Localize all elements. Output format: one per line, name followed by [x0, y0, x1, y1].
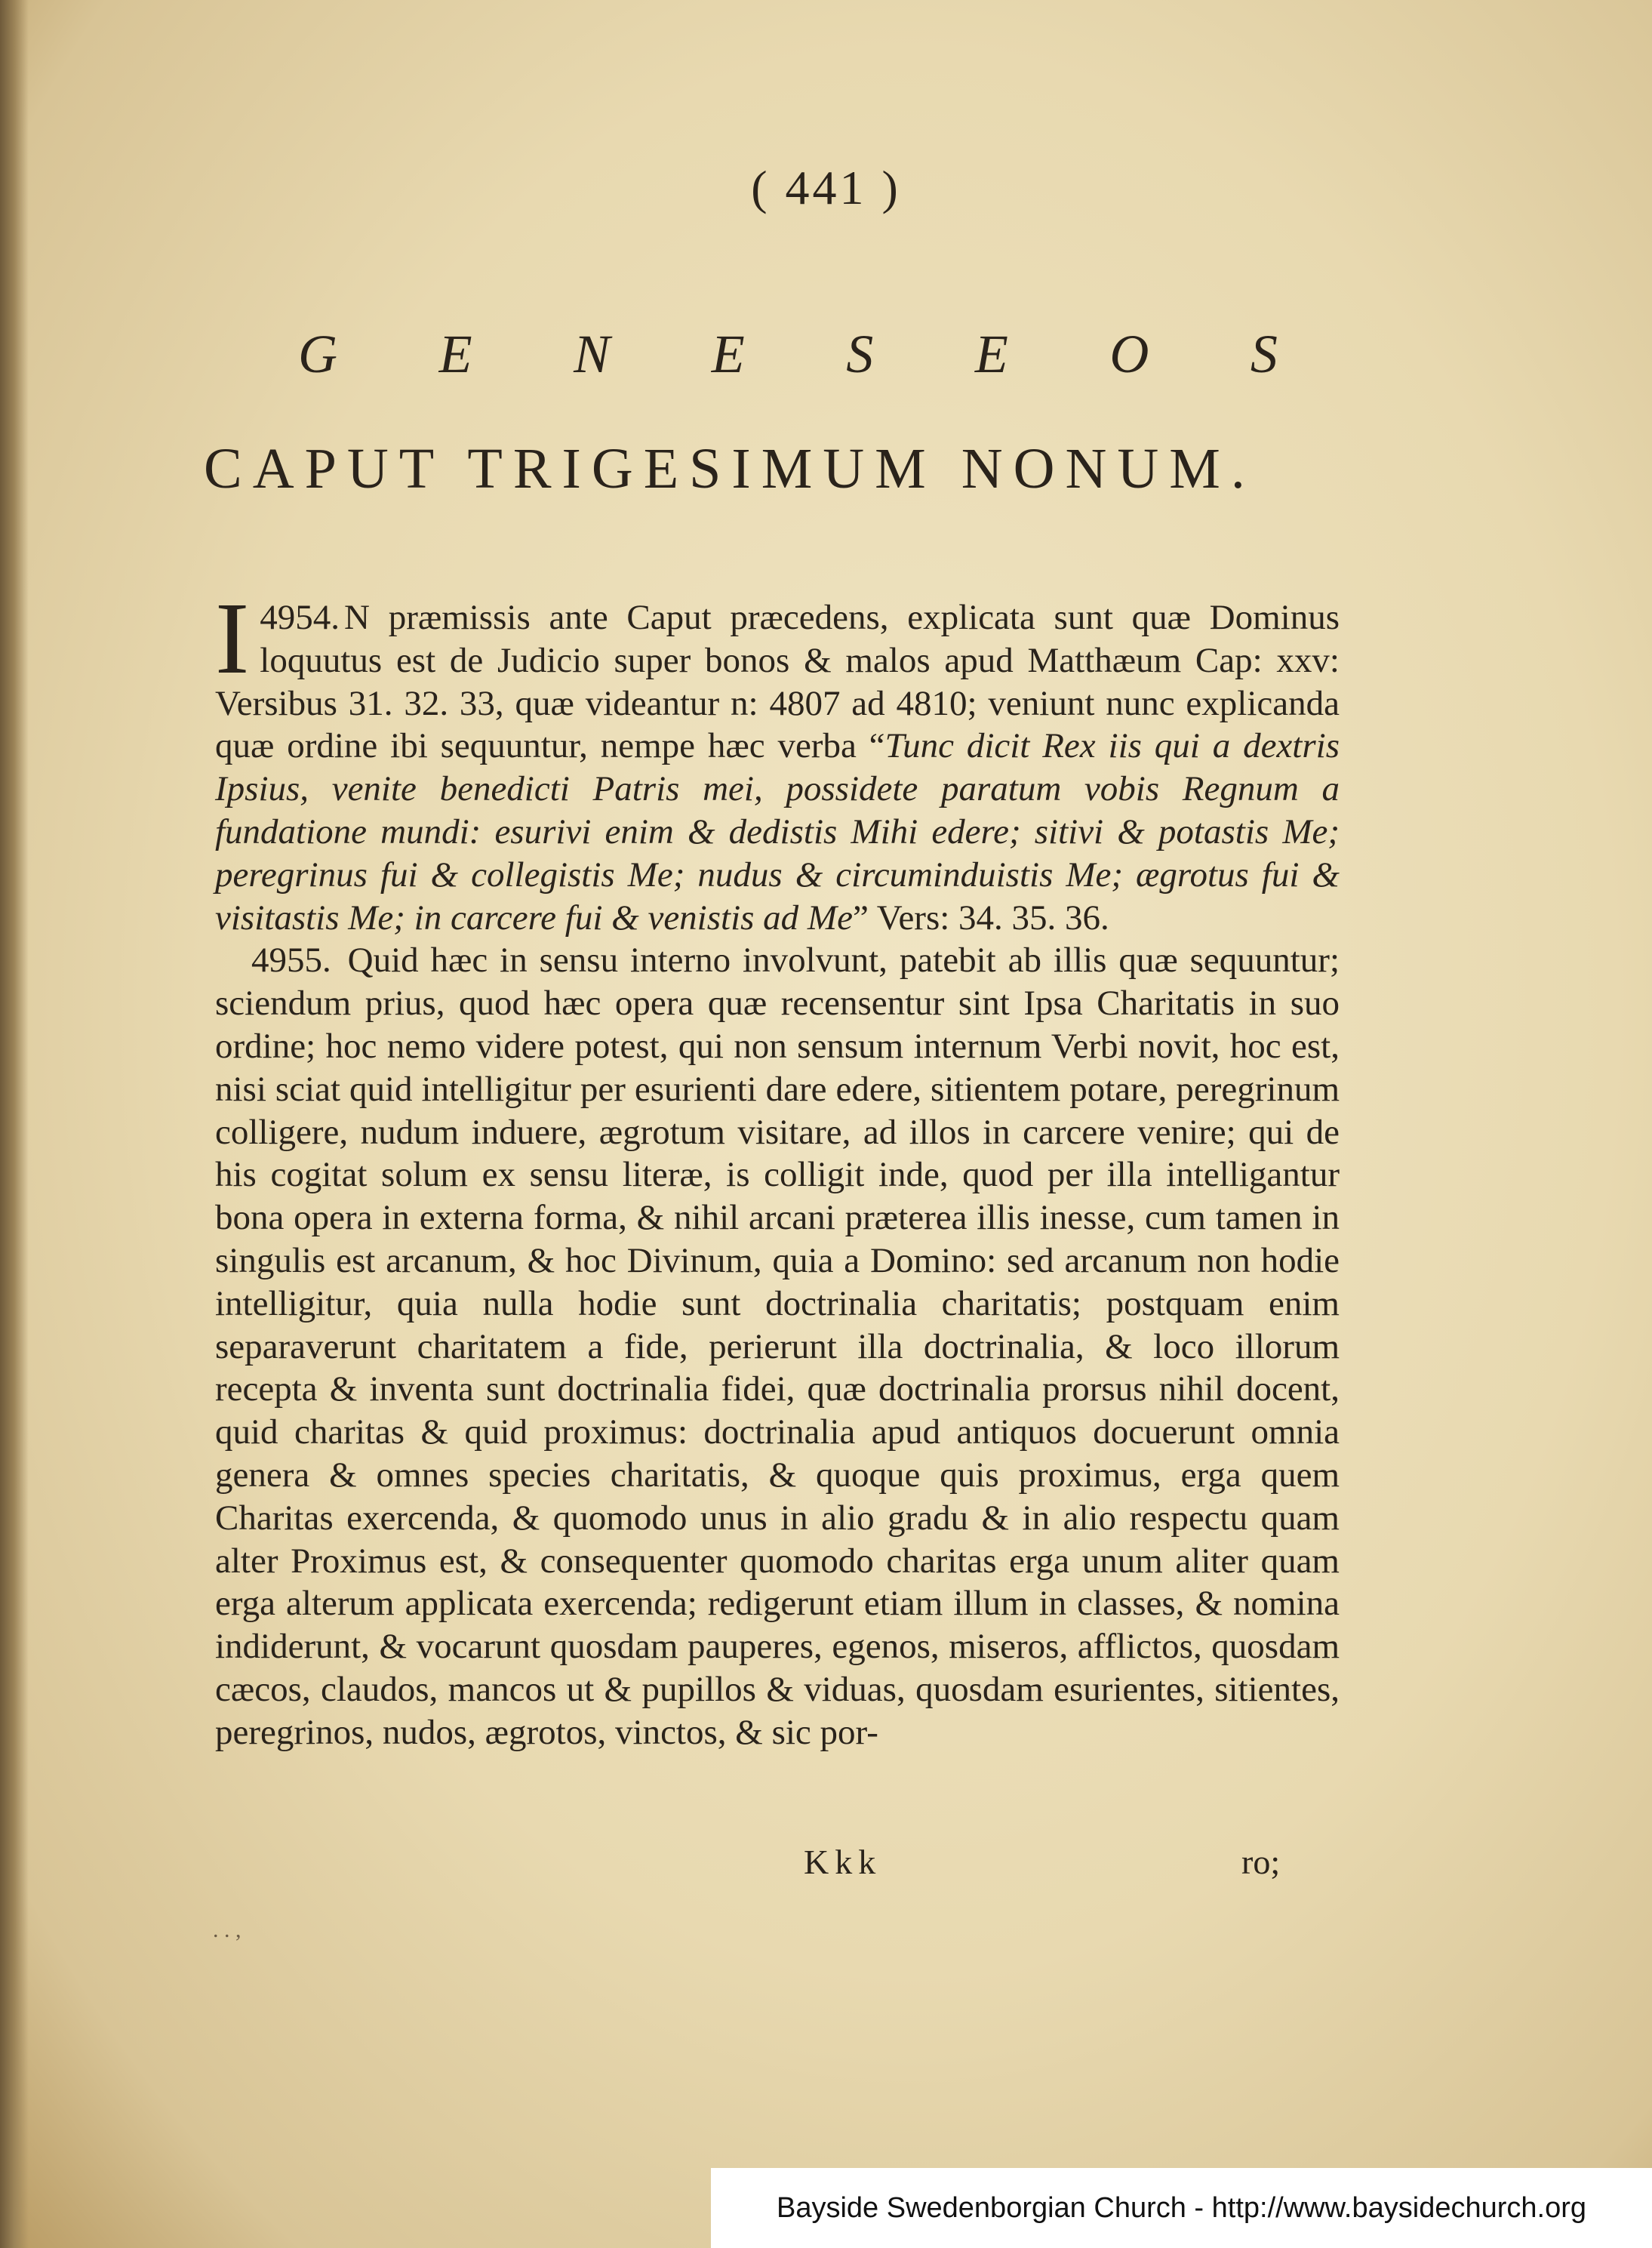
- watermark-banner: [711, 2168, 1652, 2248]
- running-title-letter: E: [711, 324, 746, 384]
- paragraph-text-end: ” Vers: 34. 35. 36.: [852, 898, 1109, 938]
- running-title-letter: O: [1109, 324, 1151, 384]
- signature-mark: Kkk: [804, 1843, 882, 1881]
- chapter-title: CAPUT TRIGESIMUM NONUM.: [204, 437, 1256, 500]
- running-title-letter: E: [438, 324, 474, 384]
- page-gutter-shadow: [0, 0, 29, 2248]
- paragraph-text: N præmissis ante Caput præcedens, explicata sunt quæ Dominus loquutus est de Judicio super bonos & malos apud Matthæum Cap: xxv: Versibus 31. 32. 33, quæ videantur n: 4807 ad 4810; veniunt nunc explicanda quæ ordine ibi sequuntur, nempe hæc verba “: [215, 598, 1340, 766]
- paragraph-number: 4954.: [260, 598, 340, 637]
- running-title-letter: S: [846, 324, 875, 384]
- paragraph-4955: [215, 939, 1340, 1754]
- running-title-letter: N: [574, 324, 612, 384]
- running-title-letter: S: [1250, 324, 1279, 384]
- paragraph-text: Quid hæc in sensu interno involvunt, patebit ab illis quæ sequuntur; sciendum prius, quod hæc opera quæ recensentur sint Ipsa Charitatis in suo ordine; hoc nemo videre potest, qui non sensum internum Verbi novit, hoc est, nisi sciat quid intelligitur per esurienti dare edere, sitientem potare, peregrinum colligere, nudum induere, ægrotum visitare, ad illos in carcere venire; qui de his cogitat solum ex sensu literæ, is colligit inde, quod per illa intelligantur bona opera in externa forma, & nihil arcani præterea illis inesse, cum tamen in singulis est arcanum, & hoc Divinum, quia a Domino: sed arcanum non hodie intelligitur, quia nulla hodie sunt doctrinalia charitatis; postquam enim separaverunt charitatem a fide, perierunt illa doctrinalia, & loco illorum recepta & inventa sunt doctrinalia fidei, quæ doctrinalia prorsus nihil docent, quid charitas & quid proximus: doctrinalia apud antiquos docuerunt omnia genera & omnes species charitatis, & quoque quis proximus, erga quem Charitas exercenda, & quomodo unus in alio gradu & in alio respectu quam alter Proximus est, & consequenter quomodo charitas erga unum aliter quam erga alterum applicata exercenda; redigerunt etiam illum in classes, & nomina indiderunt, & vocarunt quosdam pauperes, egenos, miseros, afflictos, quosdam cæcos, claudos, mancos ut & pupillos & viduas, quosdam esurientes, sitientes, peregrinos, nudos, ægrotos, vinctos, & sic por-: [215, 941, 1340, 1752]
- running-title-letter: E: [974, 324, 1010, 384]
- page-number: ( 441 ): [751, 161, 901, 214]
- footer-marks: . . ,: [213, 1917, 241, 1942]
- scripture-quote: Tunc dicit Rex iis qui a dextris Ipsius, venite benedicti Patris mei, possidete paratum vobis Regnum a fundatione mundi: esurivi enim & dedistis Mihi edere; sitivi & potastis Me; peregrinus fui & collegistis Me; nudus & circuminduistis Me; ægrotus fui & visitastis Me; in carcere fui & venistis ad Me: [215, 726, 1340, 938]
- running-title: [298, 323, 1279, 386]
- paragraph-4954: [215, 582, 1340, 939]
- watermark-text: Bayside Swedenborgian Church - http://www.baysidechurch.org: [776, 2191, 1587, 2224]
- drop-cap: I: [215, 582, 250, 695]
- running-title-letter: G: [298, 324, 339, 384]
- paragraph-number: 4955.: [251, 941, 331, 981]
- catchword: ro;: [1241, 1843, 1281, 1881]
- body-text: [215, 582, 1340, 1754]
